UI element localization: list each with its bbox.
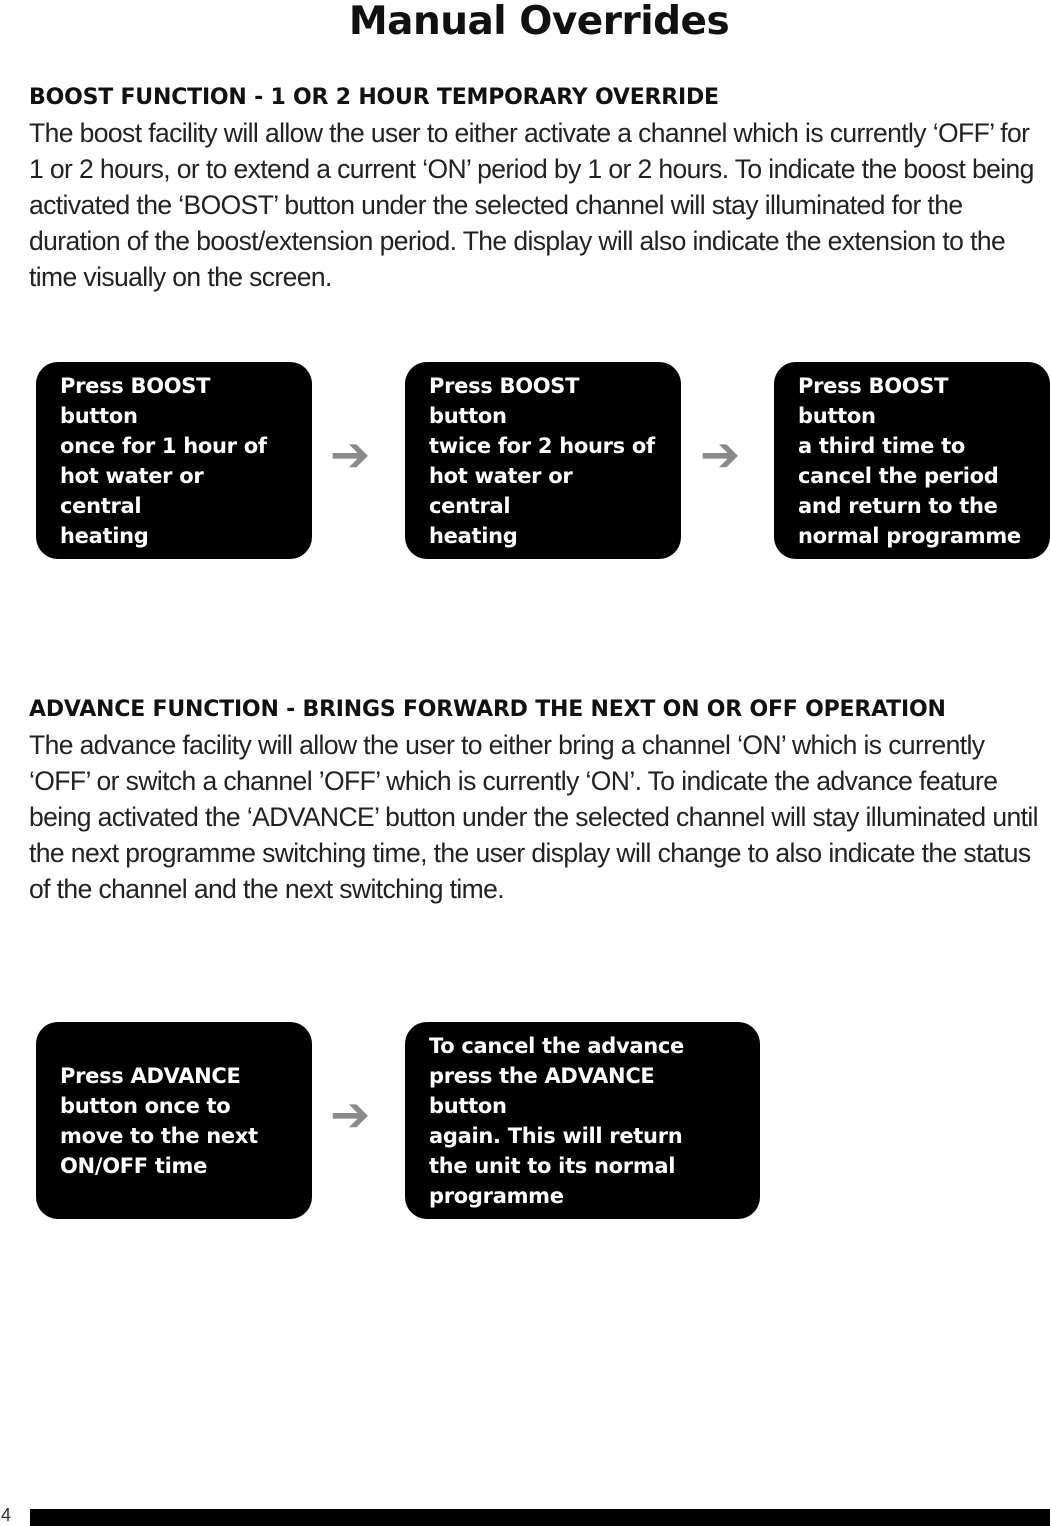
footer-bar: [30, 1509, 1050, 1526]
arrow-right-icon: ➔: [330, 1087, 371, 1143]
advance-step-1-text: Press ADVANCE button once to move to the next ON/OFF time: [60, 1063, 258, 1178]
advance-section-body: The advance facility will allow the user to either bring a channel ‘ON’ which is currently ‘OFF’ or switch a channel ’OFF’ which is currently ‘ON’. To indicate the advance feature being activated the ‘ADVANCE’ button under the selected channel will stay illuminated until the next programme switching time, the user display will change to also indicate the status of the channel and the next switching time.: [29, 730, 1038, 904]
advance-step-2-text: To cancel the advance press the ADVANCE button again. This will return the unit to its normal programme: [429, 1033, 684, 1208]
arrow-right-icon: ➔: [330, 427, 371, 483]
boost-step-2: [405, 362, 681, 559]
boost-step-2-text: Press BOOST button twice for 2 hours of hot water or central heating: [429, 373, 655, 548]
boost-step-3-text: Press BOOST button a third time to cancel the period and return to the normal programme: [798, 373, 1021, 548]
advance-step-2: [405, 1022, 760, 1219]
advance-step-1: [36, 1022, 312, 1219]
page-number: 4: [1, 1505, 12, 1525]
boost-step-1-text: Press BOOST button once for 1 hour of hot water or central heating: [60, 373, 267, 548]
boost-step-3: [774, 362, 1050, 559]
boost-section-heading: BOOST FUNCTION - 1 OR 2 HOUR TEMPORARY OVERRIDE: [29, 85, 719, 110]
advance-section-heading: ADVANCE FUNCTION - BRINGS FORWARD THE NEXT ON OR OFF OPERATION: [29, 697, 946, 722]
page-title: Manual Overrides: [348, 0, 730, 44]
boost-section-body: The boost facility will allow the user to either activate a channel which is currently ‘OFF’ for 1 or 2 hours, or to extend a current ‘ON’ period by 1 or 2 hours. To indicate the boost being activated the ‘BOOST’ button under the selected channel will stay illuminated for the duration of the boost/extension period. The display will also indicate the extension to the time visually on the screen.: [29, 118, 1034, 292]
arrow-right-icon: ➔: [700, 427, 741, 483]
boost-step-1: [36, 362, 312, 559]
